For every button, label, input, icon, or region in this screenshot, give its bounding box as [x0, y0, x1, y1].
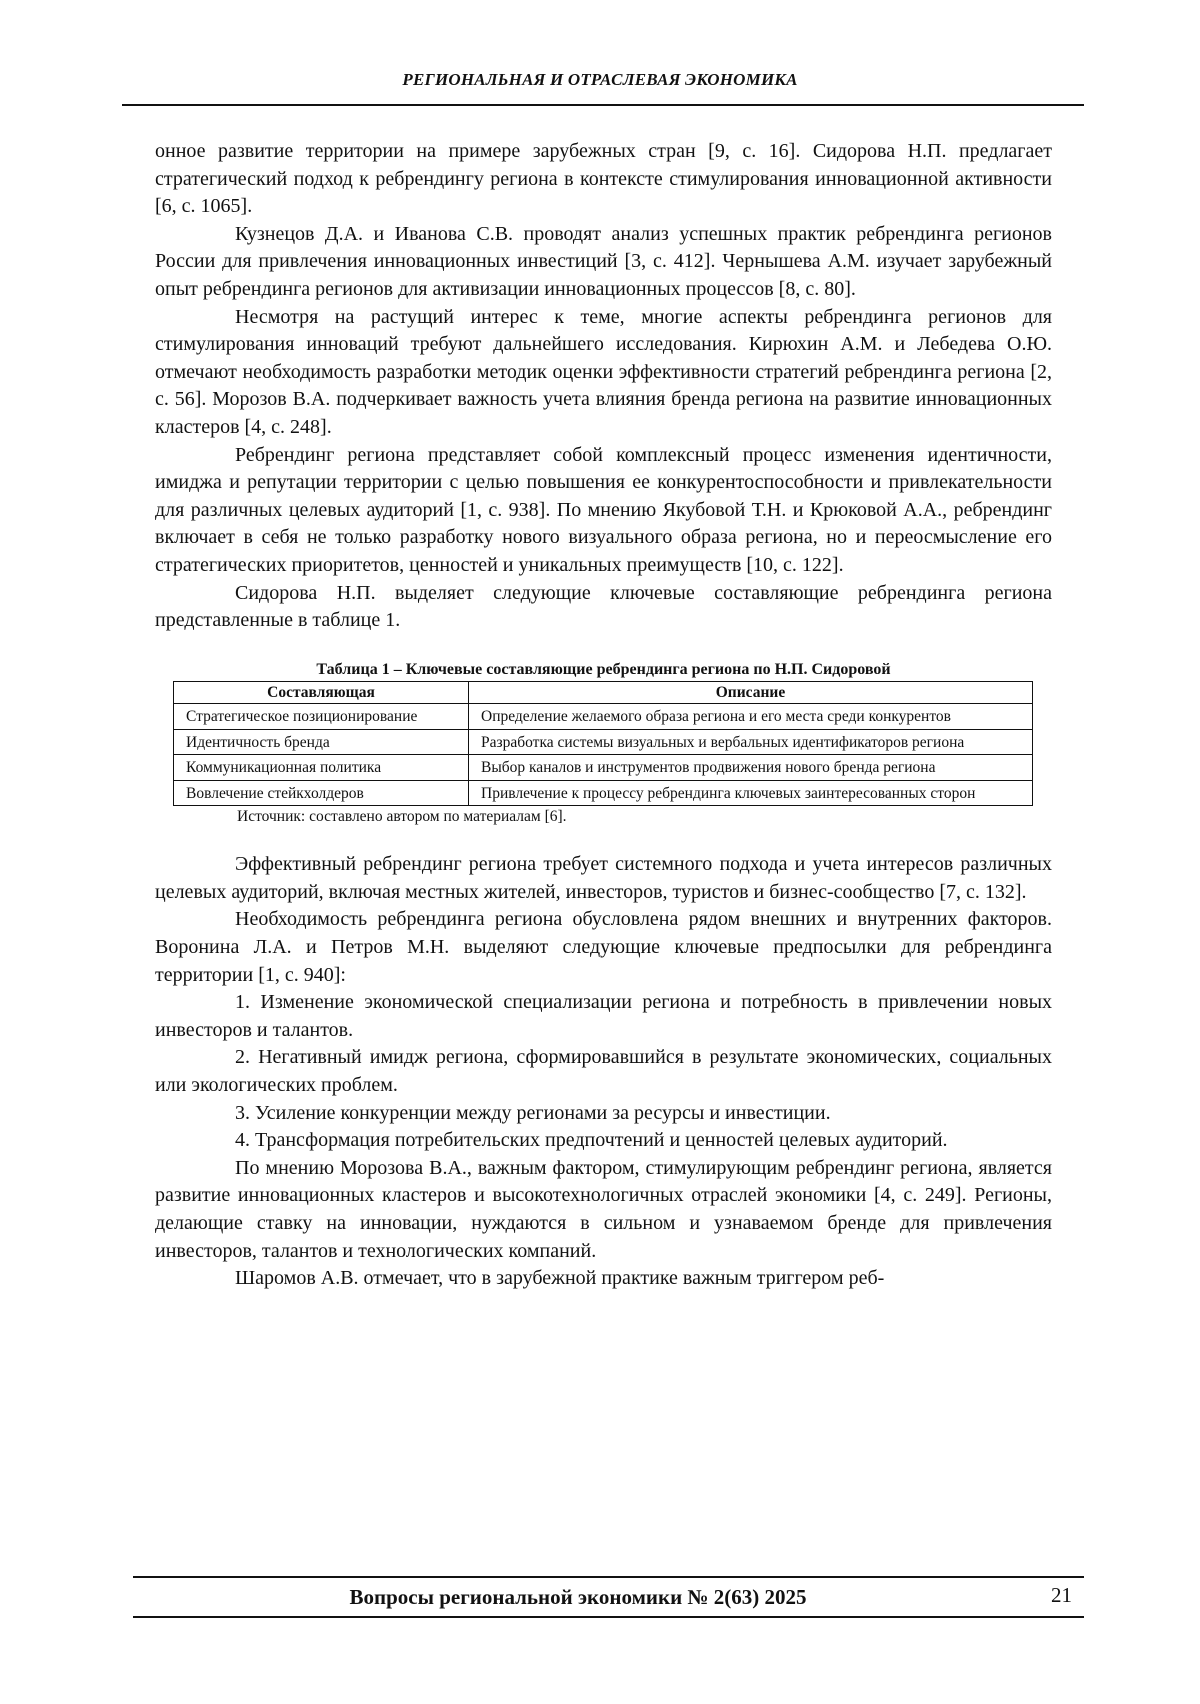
list-item: 2. Негативный имидж региона, сформировавшийся в результате экономических, социальных или экологических проблем. [155, 1046, 1052, 1096]
table-cell-description: Выбор каналов и инструментов продвижения нового бренда региона [469, 755, 1033, 781]
table-header-row [174, 681, 1033, 704]
page-number: 21 [1051, 1583, 1072, 1607]
table-block [155, 661, 1052, 828]
journal-title: Вопросы региональной экономики № 2(63) 2025 [349, 1585, 807, 1609]
paragraph: Несмотря на растущий интерес к теме, многие аспекты ребрендинга регионов для стимулирования инноваций требуют дальнейшего исследования. Кирюхин А.М. и Лебедева О.Ю. отмечают необходимость разработки методик оценки эффективности стратегий ребрендинга региона [2, с. 56]. Морозов В.А. подчеркивает важность учета влияния бренда региона на развитие инновационных кластеров [4, с. 248]. [155, 305, 1052, 438]
paragraph: Ребрендинг региона представляет собой комплексный процесс изменения идентичности, имиджа и репутации территории с целью повышения ее конкурентоспособности и привлекательности для различных целевых аудиторий [1, с. 938]. По мнению Якубовой Т.Н. и Крюковой А.А., ребрендинг включает в себя не только разработку нового визуального образа региона, но и переосмысление его стратегических приоритетов, ценностей и уникальных преимуществ [10, с. 122]. [155, 443, 1052, 576]
list-item: 1. Изменение экономической специализации региона и потребность в привлечении новых инвесторов и талантов. [155, 991, 1052, 1041]
table-cell-component: Коммуникационная политика [174, 755, 469, 781]
table-row [174, 704, 1033, 730]
table-cell-component: Идентичность бренда [174, 729, 469, 755]
table-header-description: Описание [469, 681, 1033, 704]
list-item: 4. Трансформация потребительских предпочтений и ценностей целевых аудиторий. [235, 1129, 948, 1152]
table-row [174, 780, 1033, 806]
components-table [173, 681, 1033, 807]
running-header: РЕГИОНАЛЬНАЯ И ОТРАСЛЕВАЯ ЭКОНОМИКА [402, 70, 798, 89]
table-cell-description: Разработка системы визуальных и вербальных идентификаторов региона [469, 729, 1033, 755]
table-cell-description: Определение желаемого образа региона и его места среди конкурентов [469, 704, 1033, 730]
table-cell-component: Стратегическое позиционирование [174, 704, 469, 730]
footer-rule-top [133, 1576, 1084, 1578]
article-body [155, 138, 1052, 1293]
table-source: Источник: составлено автором по материалам [6]. [237, 808, 567, 826]
table-cell-description: Привлечение к процессу ребрендинга ключевых заинтересованных сторон [469, 780, 1033, 806]
footer-rule-bottom [133, 1616, 1084, 1618]
list-item: 3. Усиление конкуренции между регионами за ресурсы и инвестиции. [235, 1101, 831, 1124]
paragraph: Шаромов А.В. отмечает, что в зарубежной практике важным триггером реб- [235, 1267, 885, 1290]
paragraph: Кузнецов Д.А. и Иванова С.В. проводят анализ успешных практик ребрендинга регионов России для привлечения инновационных инвестиций [3, с. 412]. Чернышева А.М. изучает зарубежный опыт ребрендинга регионов для активизации инновационных процессов [8, с. 80]. [155, 222, 1052, 300]
paragraph: онное развитие территории на примере зарубежных стран [9, с. 16]. Сидорова Н.П. предлагает стратегический подход к ребрендингу региона в контексте стимулирования инновационной активности [6, с. 1065]. [155, 140, 1052, 218]
table-header-component: Составляющая [174, 681, 469, 704]
paragraph: Сидорова Н.П. выделяет следующие ключевые составляющие ребрендинга региона представленные в таблице 1. [155, 581, 1052, 632]
paragraph: Эффективный ребрендинг региона требует системного подхода и учета интересов различных целевых аудиторий, включая местных жителей, инвесторов, туристов и бизнес-сообщество [7, с. 132]. [155, 853, 1052, 903]
table-row [174, 729, 1033, 755]
table-cell-component: Вовлечение стейкхолдеров [174, 780, 469, 806]
header-rule [122, 104, 1084, 106]
table-row [174, 755, 1033, 781]
table-caption: Таблица 1 – Ключевые составляющие ребрендинга региона по Н.П. Сидоровой [316, 660, 891, 678]
after-table-section [155, 851, 1052, 1293]
paragraph: Необходимость ребрендинга региона обусловлена рядом внешних и внутренних факторов. Воронина Л.А. и Петров М.Н. выделяют следующие ключевые предпосылки для ребрендинга территории [1, с. 940]: [155, 908, 1052, 986]
paragraph: По мнению Морозова В.А., важным фактором, стимулирующим ребрендинг региона, является развитие инновационных кластеров и высокотехнологичных отраслей экономики [4, с. 249]. Регионы, делающие ставку на инновации, нуждаются в сильном и узнаваемом бренде для привлечения инвесторов, талантов и технологических компаний. [155, 1156, 1052, 1262]
